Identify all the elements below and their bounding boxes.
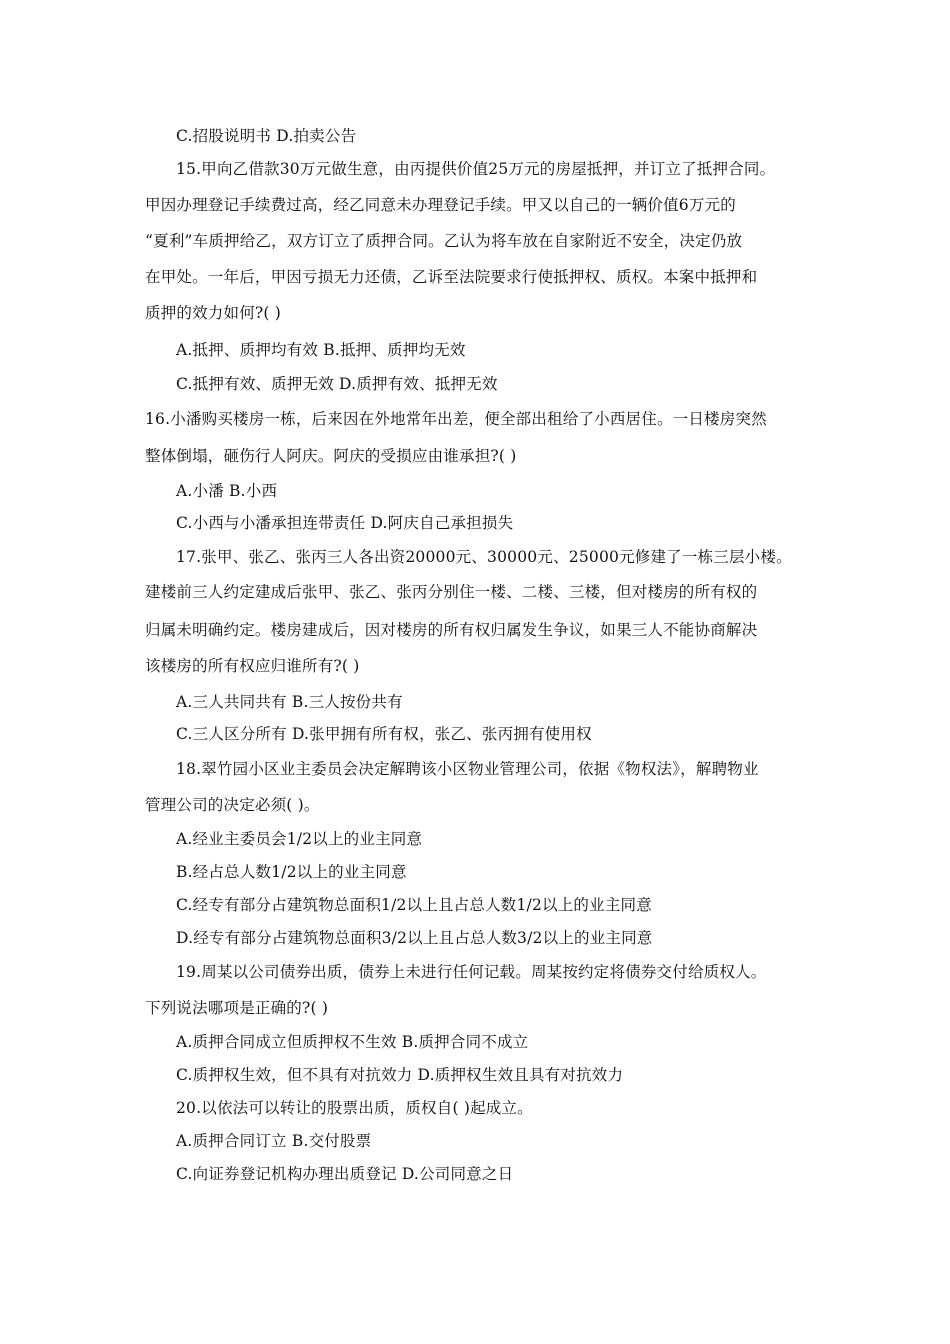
answer-option-d: D.经专有部分占建筑物总面积3/2以上且占总人数3/2以上的业主同意 — [176, 929, 653, 947]
question-17-text: 17.张甲、张乙、张丙三人各出资20000元、30000元、25000元修建了一栋三层小楼。 — [176, 548, 792, 566]
answer-option-b: B.经占总人数1/2以上的业主同意 — [176, 863, 407, 881]
question-15-text: 15.甲向乙借款30万元做生意，由丙提供价值25万元的房屋抵押，并订立了抵押合同。 — [176, 160, 776, 178]
question-16-text: 16.小潘购买楼房一栋，后来因在外地常年出差，便全部出租给了小西居住。一日楼房突然 — [145, 410, 767, 428]
text-line: 归属未明确约定。楼房建成后，因对楼房的所有权归属发生争议，如果三人不能协商解决 — [145, 621, 758, 639]
answer-options: A.小潘 B.小西 — [176, 482, 278, 500]
text-line: 管理公司的决定必须( )。 — [145, 796, 320, 814]
answer-options: A.质押合同订立 B.交付股票 — [176, 1132, 372, 1150]
text-line: 整体倒塌，砸伤行人阿庆。阿庆的受损应由谁承担?( ) — [145, 447, 517, 465]
answer-option-a: A.经业主委员会1/2以上的业主同意 — [176, 830, 423, 848]
text-line: 在甲处。一年后，甲因亏损无力还债，乙诉至法院要求行使抵押权、质权。本案中抵押和 — [145, 268, 758, 286]
question-18-text: 18.翠竹园小区业主委员会决定解聘该小区物业管理公司，依据《物权法》，解聘物业 — [176, 760, 759, 778]
answer-options: C.抵押有效、质押无效 D.质押有效、抵押无效 — [176, 375, 498, 393]
answer-options: A.质押合同成立但质押权不生效 B.质押合同不成立 — [176, 1033, 529, 1051]
answer-option-c: C.经专有部分占建筑物总面积1/2以上且占总人数1/2以上的业主同意 — [176, 896, 652, 914]
answer-options: C.质押权生效，但不具有对抗效力 D.质押权生效且具有对抗效力 — [176, 1066, 624, 1084]
text-line: 质押的效力如何?( ) — [145, 304, 282, 322]
answer-options: C.小西与小潘承担连带责任 D.阿庆自己承担损失 — [176, 514, 514, 532]
text-line: “夏利”车质押给乙，双方订立了质押合同。乙认为将车放在自家附近不安全，决定仍放 — [145, 232, 743, 250]
answer-options: C.向证券登记机构办理出质登记 D.公司同意之日 — [176, 1165, 514, 1183]
text-line: 建楼前三人约定建成后张甲、张乙、张丙分别住一楼、二楼、三楼，但对楼房的所有权的 — [145, 583, 758, 601]
question-19-text: 19.周某以公司债券出质，债券上未进行任何记载。周某按约定将债券交付给质权人。 — [176, 963, 767, 981]
text-line: C.招股说明书 D.拍卖公告 — [176, 127, 357, 145]
question-20-text: 20.以依法可以转让的股票出质，质权自( )起成立。 — [176, 1099, 533, 1117]
text-line: 该楼房的所有权应归谁所有?( ) — [145, 657, 360, 675]
answer-options: A.三人共同共有 B.三人按份共有 — [176, 693, 403, 711]
text-line: 甲因办理登记手续费过高，经乙同意未办理登记手续。甲又以自己的一辆价值6万元的 — [145, 196, 736, 214]
text-line: 下列说法哪项是正确的?( ) — [145, 999, 329, 1017]
answer-options: C.三人区分所有 D.张甲拥有所有权，张乙、张丙拥有使用权 — [176, 725, 592, 743]
answer-options: A.抵押、质押均有效 B.抵押、质押均无效 — [176, 341, 466, 359]
